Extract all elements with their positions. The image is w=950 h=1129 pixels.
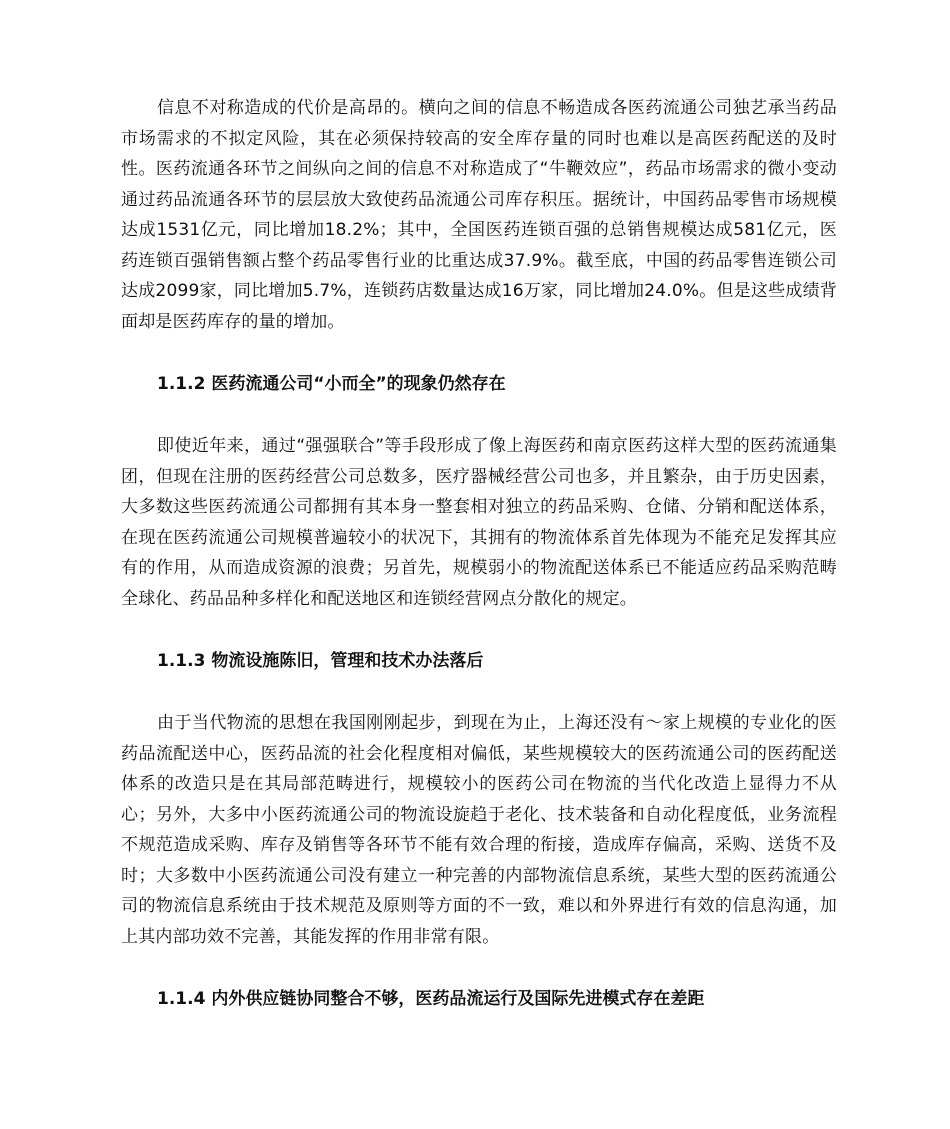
section-heading-1-1-4: 1.1.4 内外供应链协同整合不够，医药品流运行及国际先进模式存在差距 <box>157 989 705 1009</box>
section-heading-1-1-3: 1.1.3 物流设施陈旧，管理和技术办法落后 <box>157 651 484 671</box>
paragraph-outdated-facilities: 由于当代物流的思想在我国刚刚起步，到现在为止，上海还没有～家上规模的专业化的医药品流配送中心，医药品流的社会化程度相对偏低，某些规模较大的医药流通公司的医药配送体系的改造只是在其局部范畴进行，规模较小的医药公司在物流的当代化改造上显得力不从心；另外，大多中小医药流通公司的物流设旋趋于老化、技术装备和自动化程度低，业务流程不规范造成采购、库存及销售等各环节不能有效合理的衔接，造成库存偏高，采购、送货不及时；大多数中小医药流通公司没有建立一种完善的内部物流信息系统，某些大型的医药流通公司的物流信息系统由于技术规范及原则等方面的不一致，难以和外界进行有效的信息沟通，加上其内部功效不完善，其能发挥的作用非常有限。 <box>121 713 837 947</box>
document-page <box>121 93 837 1014</box>
paragraph-small-and-complete: 即使近年来，通过“强强联合”等手段形成了像上海医药和南京医药这样大型的医药流通集团，但现在注册的医药经营公司总数多，医疗器械经营公司也多，并且繁杂，由于历史因素，大多数这些医药流通公司都拥有其本身一整套相对独立的药品采购、仓储、分销和配送体系，在现在医药流通公司规模普遍较小的状况下，其拥有的物流体系首先体现为不能充足发挥其应有的作用，从而造成资源的浪费；另首先，规模弱小的物流配送体系已不能适应药品采购范畴全球化、药品品种多样化和配送地区和连锁经营网点分散化的规定。 <box>121 436 837 609</box>
paragraph-information-asymmetry: 信息不对称造成的代价是高昂的。横向之间的信息不畅造成各医药流通公司独艺承当药品市场需求的不拟定风险，其在必须保持较高的安全库存量的同时也难以是高医药配送的及时性。医药流通各环节之间纵向之间的信息不对称造成了“牛鞭效应”，药品市场需求的微小变动通过药品流通各环节的层层放大致使药品流通公司库存积压。据统计，中国药品零售市场规模达成1531亿元，同比增加18.2%；其中，全国医药连锁百强的总销售规模达成581亿元，医药连锁百强销售额占整个药品零售行业的比重达成37.9%。截至底，中国的药品零售连锁公司达成2099家，同比增加5.7%，连锁药店数量达成16万家，同比增加24.0%。但是这些成绩背面却是医药库存的量的增加。 <box>121 98 837 332</box>
section-heading-1-1-2: 1.1.2 医药流通公司“小而全”的现象仍然存在 <box>157 374 506 394</box>
